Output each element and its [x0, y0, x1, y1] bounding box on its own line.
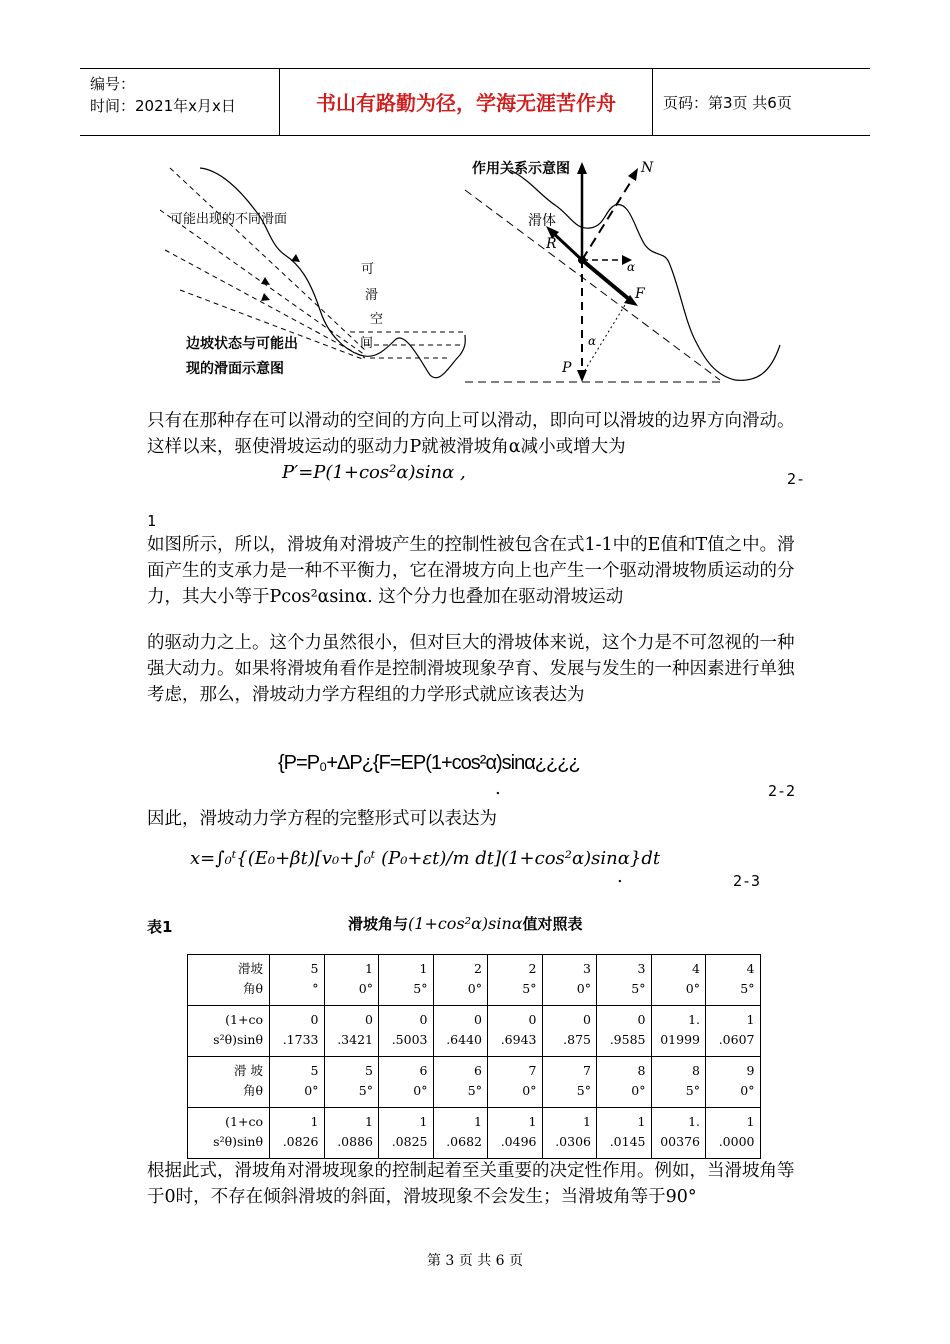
cell-line: .0496 — [500, 1134, 537, 1149]
cell-line: 0 — [528, 1012, 537, 1027]
cell-line: 5° — [467, 1083, 482, 1098]
cell-line: 0° — [740, 1083, 755, 1098]
table-cell — [379, 1057, 434, 1108]
table-cell — [488, 1057, 543, 1108]
table-cell — [433, 1108, 488, 1159]
row-header — [188, 1108, 270, 1159]
space-label-1: 可 — [361, 262, 375, 277]
cell-line: 5 — [310, 1063, 319, 1078]
angle-alpha-label: α — [627, 260, 636, 274]
date-label: 时间：2021年x月x日 — [90, 97, 236, 115]
table-title-suffix: 值对照表 — [522, 915, 583, 933]
cell-line: 0° — [467, 981, 482, 996]
table-cell — [324, 1057, 379, 1108]
cell-line: 1 — [474, 1114, 482, 1129]
cell-line: 0° — [522, 1083, 537, 1098]
table-cell — [542, 1108, 597, 1159]
cell-line: .0886 — [337, 1134, 373, 1149]
header-meta — [80, 69, 280, 135]
cell-line: .0826 — [282, 1134, 319, 1149]
table-cell — [706, 955, 761, 1006]
paragraph-5: 根据此式，滑坡角对滑坡现象的控制起着至关重要的决定性作用。例如，当滑坡角等于0时，不存在倾斜滑坡的斜面，滑坡现象不会发生；当滑坡角等于90° — [147, 1161, 795, 1207]
equation-2-1-number-cont: 1 — [147, 512, 157, 530]
table-cell — [597, 1006, 652, 1057]
table-cell — [597, 955, 652, 1006]
cell-line: 0 — [583, 1012, 591, 1027]
table-cell — [651, 1108, 706, 1159]
cell-line: 6 — [474, 1063, 482, 1078]
table-cell — [488, 1006, 543, 1057]
cell-line: .0607 — [718, 1032, 755, 1047]
cell-line: 4 — [746, 961, 755, 976]
table-row — [188, 955, 761, 1006]
cell-line: 5° — [740, 981, 755, 996]
cell-line: 8 — [692, 1063, 700, 1078]
table-row — [188, 1006, 761, 1057]
table-title — [348, 913, 583, 934]
equation-2-2: {P=P₀+ΔP¿{F=EP(1+cos²α)sinα¿¿¿¿ — [278, 752, 580, 774]
header-motto: 书山有路勤为径，学海无涯苦作舟 — [280, 69, 653, 135]
cell-line: .0682 — [446, 1134, 482, 1149]
equation-2-1: P′=P(1+cos²α)sinα , — [282, 462, 466, 483]
table-cell — [488, 955, 543, 1006]
serial-label: 编号： — [90, 75, 136, 93]
cell-line: 0° — [631, 1083, 646, 1098]
paragraph-3: 的驱动力之上。这个力虽然很小，但对巨大的滑坡体来说，这个力是不可忽视的一种强大动力。如果将滑坡角看作是控制滑坡现象孕育、发展与发生的一种因素进行单独考虑，那么，滑坡动力学方程组的力学形式就应该表达为 — [147, 633, 795, 705]
table-cell — [597, 1057, 652, 1108]
cell-line: .3421 — [337, 1032, 373, 1047]
cell-line: 0 — [419, 1012, 428, 1027]
paragraph-1: 只有在那种存在可以滑动的空间的方向上可以滑动，即向可以滑坡的边界方向滑动。这样以来，驱使滑坡运动的驱动力P就被滑坡角α减小或增大为 — [147, 411, 795, 457]
cell-line: ° — [312, 981, 319, 996]
cell-line: 2 — [528, 961, 537, 976]
cell-line: 1 — [583, 1114, 591, 1129]
table-cell — [270, 1057, 325, 1108]
cell-line: .9585 — [609, 1032, 646, 1047]
cell-line: 0° — [576, 981, 591, 996]
cell-line: 0 — [365, 1012, 373, 1027]
table-cell — [542, 1006, 597, 1057]
force-N-label: N — [641, 160, 654, 176]
paragraph-2: 如图所示，所以，滑坡角对滑坡产生的控制性被包含在式1-1中的E值和T值之中。滑面产生的支承力是一种不平衡力，它在滑坡方向上也产生一个驱动滑坡物质运动的分力，其大小等于Pcos²αsinα. 这个分力也叠加在驱动滑坡运动 — [147, 535, 795, 607]
table-cell — [488, 1108, 543, 1159]
cell-line: 00376 — [660, 1134, 700, 1149]
page-header — [80, 68, 870, 136]
cell-line: .1733 — [282, 1032, 319, 1047]
table-row — [188, 1057, 761, 1108]
cell-line: 0° — [358, 981, 373, 996]
header-page-label: 页码：第3页 共6页 — [663, 94, 792, 112]
paragraph-4: 因此，滑坡动力学方程的完整形式可以表达为 — [147, 809, 497, 829]
cell-line: 0° — [304, 1083, 319, 1098]
row-header-line: 滑 坡 — [234, 1063, 263, 1078]
table-title-prefix: 滑坡角与 — [348, 915, 409, 933]
table-cell — [324, 1108, 379, 1159]
equation-2-1-number: 2- — [787, 470, 806, 488]
cell-line: 0° — [685, 981, 700, 996]
cell-line: 1 — [746, 1012, 755, 1027]
table-cell — [542, 1057, 597, 1108]
cell-line: 1 — [365, 961, 373, 976]
cell-line: 1 — [365, 1114, 373, 1129]
table-cell — [270, 1006, 325, 1057]
row-header-line: s²θ)sinθ — [213, 1134, 263, 1149]
row-header-line: 角θ — [242, 1083, 263, 1098]
cell-line: 1. — [688, 1114, 700, 1129]
cell-line: 1 — [419, 1114, 428, 1129]
table-title-expression: (1+cos²α)sinα — [408, 914, 523, 933]
cell-line: .5003 — [391, 1032, 428, 1047]
cell-line: 2 — [474, 961, 482, 976]
row-header — [188, 1057, 270, 1108]
angle-value-table — [187, 954, 761, 1159]
cell-line: .6943 — [500, 1032, 537, 1047]
cell-line: 1 — [637, 1114, 646, 1129]
row-header — [188, 1006, 270, 1057]
table-cell — [706, 1006, 761, 1057]
row-header-line: 滑坡 — [237, 961, 263, 976]
table-cell — [651, 1006, 706, 1057]
equation-2-2-dot: . — [495, 778, 501, 799]
table-row — [188, 1108, 761, 1159]
cell-line: 7 — [528, 1063, 537, 1078]
space-label-2: 滑 — [365, 288, 379, 303]
cell-line: 3 — [637, 961, 646, 976]
table-cell — [433, 955, 488, 1006]
row-header-line: (1+co — [225, 1012, 263, 1027]
table-cell — [433, 1057, 488, 1108]
surface-arrowheads — [261, 254, 300, 301]
cell-line: 1 — [746, 1114, 755, 1129]
space-label-4: 间 — [360, 336, 374, 351]
cell-line: 5° — [413, 981, 428, 996]
table-cell — [270, 955, 325, 1006]
cell-line: 7 — [583, 1063, 591, 1078]
sliding-body-label: 滑体 — [528, 213, 556, 229]
left-caption-1: 边坡状态与可能出 — [186, 336, 298, 352]
cell-line: 5° — [358, 1083, 373, 1098]
force-arrowheads — [546, 162, 638, 382]
cell-line: 1 — [419, 961, 428, 976]
slope-figure — [160, 150, 790, 390]
cell-line: 3 — [583, 961, 591, 976]
sliding-surfaces — [160, 168, 465, 360]
cell-line: 9 — [746, 1063, 755, 1078]
cell-line: .0145 — [609, 1134, 646, 1149]
row-header-line: s²θ)sinθ — [213, 1032, 263, 1047]
slope-diagram — [160, 150, 790, 390]
cell-line: 1 — [310, 1114, 319, 1129]
cell-line: 0° — [413, 1083, 428, 1098]
page-footer: 第 3 页 共 6 页 — [426, 1253, 524, 1269]
table-cell — [651, 1057, 706, 1108]
table-cell — [433, 1006, 488, 1057]
equation-2-3-number: 2-3 — [733, 872, 761, 890]
table-cell — [706, 1108, 761, 1159]
force-P-label: P — [562, 360, 572, 376]
cell-line: 5 — [310, 961, 319, 976]
slope-line — [465, 190, 720, 380]
table-label: 表1 — [147, 918, 173, 936]
force-R-label: R — [546, 236, 557, 252]
surfaces-label: 可能出现的不同滑面 — [170, 212, 288, 227]
table-cell — [379, 955, 434, 1006]
cell-line: 4 — [692, 961, 700, 976]
cell-line: 0 — [310, 1012, 319, 1027]
table-cell — [379, 1108, 434, 1159]
cell-line: 5° — [631, 981, 646, 996]
row-header-line: (1+co — [225, 1114, 263, 1129]
cell-line: 5° — [685, 1083, 700, 1098]
cell-line: 5° — [576, 1083, 591, 1098]
left-caption-2: 现的滑面示意图 — [186, 361, 284, 377]
angle-alpha-label-2: α — [588, 334, 597, 348]
equation-2-3: x=∫₀ᵗ{(E₀+βt)[v₀+∫₀ᵗ (P₀+εt)/m dt](1+cos²α)sinα}dt — [190, 848, 661, 869]
cell-line: 8 — [637, 1063, 646, 1078]
table-cell — [270, 1108, 325, 1159]
table-cell — [706, 1057, 761, 1108]
table-cell — [324, 1006, 379, 1057]
space-label-3: 空 — [370, 312, 384, 327]
cell-line: .6440 — [446, 1032, 482, 1047]
cell-line: 6 — [419, 1063, 428, 1078]
cell-line: .0825 — [391, 1134, 428, 1149]
cell-line: 1 — [528, 1114, 537, 1129]
cell-line: 0 — [637, 1012, 646, 1027]
cell-line: .875 — [563, 1032, 591, 1047]
cell-line: 5° — [522, 981, 537, 996]
table-cell — [542, 955, 597, 1006]
force-F-label: F — [635, 286, 645, 302]
right-diagram-title: 作用关系示意图 — [472, 161, 570, 177]
cell-line: .0306 — [555, 1134, 591, 1149]
right-slope-profile — [510, 170, 780, 380]
table-cell — [597, 1108, 652, 1159]
row-header — [188, 955, 270, 1006]
table-cell — [651, 955, 706, 1006]
cell-line: 01999 — [660, 1032, 700, 1047]
row-header-line: 角θ — [242, 981, 263, 996]
cell-line: 5 — [365, 1063, 373, 1078]
table-cell — [324, 955, 379, 1006]
cell-line: .0000 — [718, 1134, 755, 1149]
equation-2-3-dot: . — [617, 866, 623, 887]
equation-2-2-number: 2-2 — [768, 782, 796, 800]
table-cell — [379, 1006, 434, 1057]
cell-line: 0 — [474, 1012, 482, 1027]
cell-line: 1. — [688, 1012, 700, 1027]
